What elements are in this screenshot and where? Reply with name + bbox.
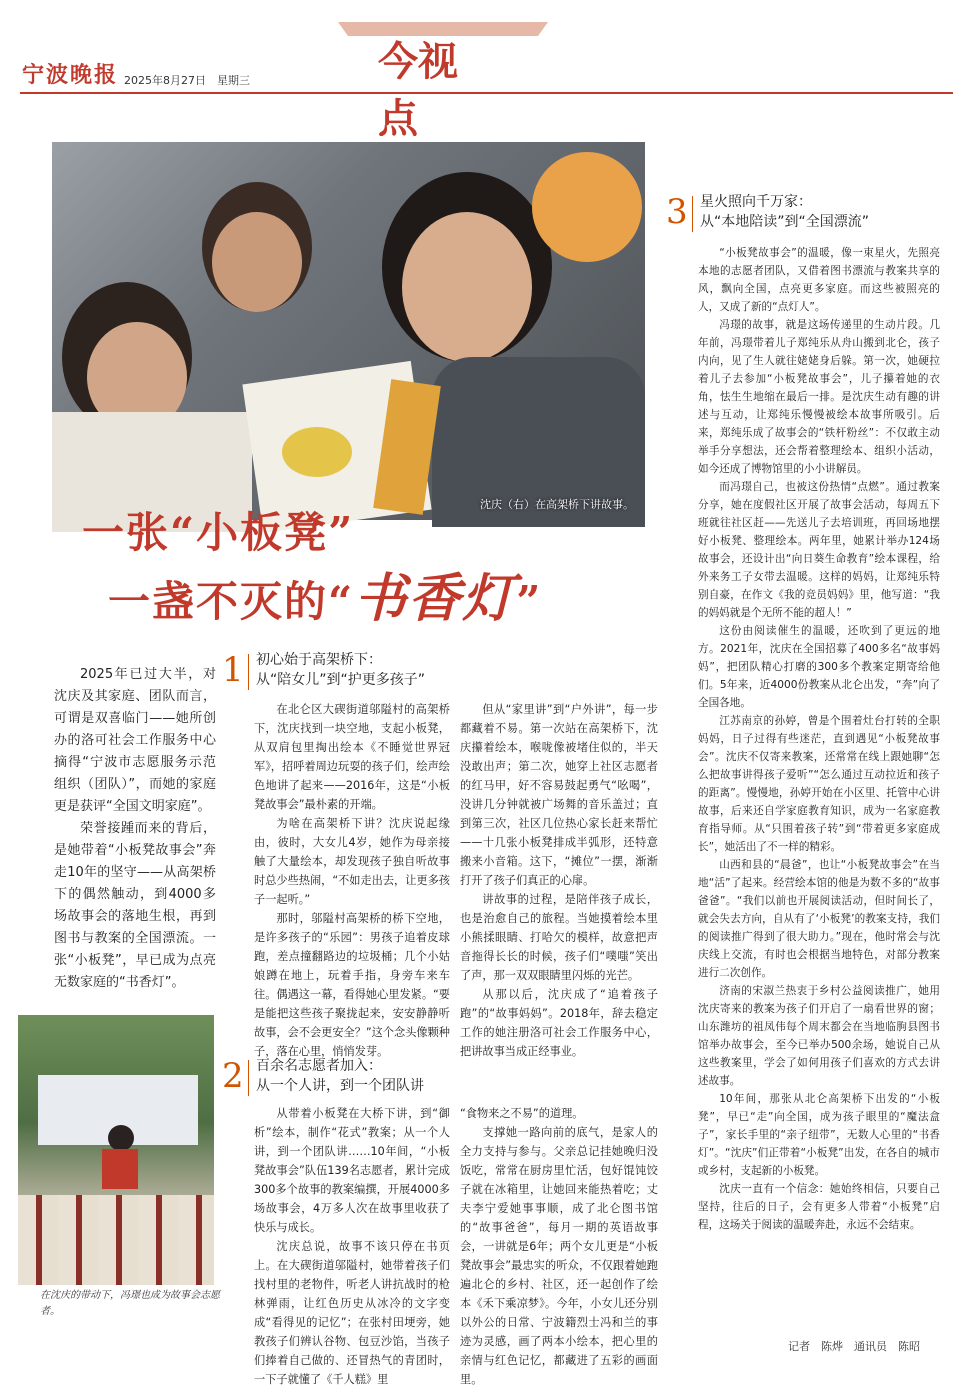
headline-line2-prefix: 一盏不灭的“ bbox=[108, 577, 355, 626]
side-photo-caption: 在沈庆的带动下，冯璟也成为故事会志愿者。 bbox=[40, 1290, 220, 1317]
headline-line2 bbox=[108, 556, 542, 631]
section3-column bbox=[698, 244, 940, 1334]
paragraph: 江苏南京的孙婷，曾是个围着灶台打转的全职妈妈，日子过得有些迷茫，直到遇见“小板凳故事会”。沈庆不仅寄来教案，还常常在线上跟她聊“怎么把故事讲得孩子爱听”“怎么通过互动拉近和孩子的距离”。慢慢地，孙婷开始在小区里、托管中心讲故事，后来还自学家庭教育知识，成为一名家庭教育指导师。从“只围着孩子转”到“带着更多家庭成长”，她活出了不一样的精彩。 bbox=[698, 715, 940, 853]
section2-divider bbox=[248, 1060, 249, 1096]
photo-book-illustration bbox=[282, 427, 352, 477]
paragraph: 沈庆总说，故事不该只停在书页上。在大碶街道邬隘村，她带着孩子们找村里的老物件，听老人讲抗战时的枪林弹雨，让红色历史从冰冷的文字变成“看得见的记忆”；在张村田埂旁，她教孩子们辨认谷物、包豆沙馅，当孩子们捧着自己做的、还冒热气的青团时，一下子就懂了《千人糕》里 bbox=[254, 1240, 450, 1386]
section2-title-line2: 从一个人讲，到一个团队讲 bbox=[256, 1078, 424, 1094]
section2-column-a bbox=[254, 1104, 450, 1386]
paragraph: 支撑她一路向前的底气，是家人的全力支持与参与。父亲总记挂她晚归没饭吃，常常在厨房里忙活，包好馄饨饺子就在冰箱里，让她回来能热着吃；丈夫李宁爱她事事顺，成了北仑图书馆的“故事爸爸”，每月一期的英语故事会，一讲就是6年；两个女儿更是“小板凳故事会”最忠实的听众，不仅跟着她跑遍北仑的乡村、社区，还一起创作了绘本《禾下乘凉梦》。今年，小女儿还分别以外公的日常、宁波籍烈士冯和兰的事迹为灵感，画了两本小绘本，把心里的亲情与红色记忆，都藏进了五彩的画面里。 bbox=[460, 1126, 658, 1386]
photo-boy-face bbox=[212, 212, 302, 312]
issue-date: 2025年8月27日 星期三 bbox=[124, 74, 250, 87]
photo-woman-face bbox=[402, 212, 532, 362]
side-photo bbox=[18, 1015, 214, 1285]
section1-divider bbox=[248, 654, 249, 690]
photo-caption: 沈庆（右）在高架桥下讲故事。 bbox=[480, 498, 634, 511]
section2-title-line1: 百余名志愿者加入： bbox=[256, 1058, 382, 1074]
paragraph: “小板凳故事会”的温暖，像一束星火，先照亮本地的志愿者团队，又借着图书漂流与教案共享的风，飘向全国，点亮更多家庭。而这些被照亮的人，又成了新的“点灯人”。 bbox=[698, 247, 940, 313]
lead-text bbox=[54, 664, 216, 994]
photo-balloon-toy bbox=[532, 152, 642, 262]
section1-column-a bbox=[254, 700, 450, 1061]
paragraph: 而冯璟自己，也被这份热情“点燃”。通过教案分享，她在度假社区开展了故事会活动，每周五下班就往社区赶——先送儿子去培训班，再回场地摆好小板凳、整理绘本。两年里，她累计举办124场故事会，还设计出“向日葵生命教育”绘本课程，给外来务工子女带去温暖。这样的妈妈，让郑纯乐特别自豪，在作文《我的竞员妈妈》里，他写道：“我的妈妈就是个无所不能的超人！” bbox=[698, 481, 940, 619]
lead-paragraph: 荣誉接踵而来的背后，是她带着“小板凳故事会”奔走10年的坚守——从高架桥下的偶然触动，到4000多场故事会的落地生根，再到图书与教案的全国漂流。一张“小板凳”，早已成为点亮无数家庭的“书香灯”。 bbox=[54, 821, 216, 990]
headline-line1: 一张“小板凳” bbox=[82, 508, 355, 557]
paragraph: 在北仑区大碶街道邬隘村的高架桥下，沈庆找到一块空地，支起小板凳，从双肩包里掏出绘本《不睡觉世界冠军》，招呼着周边玩耍的孩子们，绘声绘色地讲了起来——2016年，这是“小板凳故事会”最朴素的开端。 bbox=[254, 703, 450, 811]
paragraph: 但从“家里讲”到“户外讲”，每一步都藏着不易。第一次站在高架桥下，沈庆攥着绘本，喉咙像被堵住似的，半天没敢出声；第二次，她穿上社区志愿者的红马甲，好不容易鼓起勇气“吆喝”，没讲几分钟就被广场舞的音乐盖过；直到第三次，社区几位热心家长赶来帮忙——十几张小板凳排成半弧形，还特意搬来小音箱。这下，“摊位”一摆，渐渐打开了孩子们真正的心扉。 bbox=[460, 703, 658, 887]
section1-number: 1 bbox=[222, 650, 244, 690]
section1-title-line2: 从“陪女儿”到“护更多孩子” bbox=[256, 672, 426, 688]
masthead-logo: 宁波晚报 bbox=[22, 62, 119, 88]
paragraph: 从带着小板凳在大桥下讲，到“御析”绘本，制作“花式”教案；从一个人讲，到一个团队讲……10年间，“小板凳故事会”队伍139名志愿者，累计完成300多个故事的教案编撰，开展4000多场故事会，4万多人次在故事里收获了快乐与成长。 bbox=[254, 1107, 450, 1234]
paragraph: 济南的宋淑兰热衷于乡村公益阅读推广，她用沈庆寄来的教案为孩子们开启了一扇看世界的窗；山东潍坊的祖凤伟每个周末都会在当地临朐县图书馆举办故事会，至今已举办500余场，她说自己从这些教案里，学会了如何用孩子们喜欢的方式去讲述故事。 bbox=[698, 985, 940, 1087]
section2-number: 2 bbox=[222, 1056, 244, 1096]
photo-audience bbox=[18, 1195, 214, 1285]
section3-divider bbox=[692, 196, 693, 232]
paragraph: 那时，邬隘村高架桥的桥下空地，是许多孩子的“乐园”：男孩子追着皮球跑，差点撞翻路边的垃圾桶；几个小姑娘蹲在地上，玩着手指，身旁车来车往。偶遇这一幕，看得她心里发紧。“要是能把这些孩子聚拢起来，安安静静听故事，会不会更安全？”这个念头像颗种子，落在心里，悄悄发芽。 bbox=[254, 912, 450, 1058]
paragraph: 沈庆一直有一个信念：她始终相信，只要自己坚持，往后的日子，会有更多人带着“小板凳”启程，这场关于阅读的温暖奔赴，永远不会结束。 bbox=[698, 1183, 940, 1231]
section-title: 今视点 bbox=[378, 38, 458, 142]
byline: 记者 陈烨 通讯员 陈昭 bbox=[788, 1340, 920, 1353]
paragraph: 冯璟的故事，就是这场传递里的生动片段。几年前，冯璟带着儿子郑纯乐从舟山搬到北仑，孩子内向，见了生人就往姥姥身后躲。第一次，她硬拉着儿子去参加“小板凳故事会”，儿子攥着她的衣角，怯生生地缩在最后一排。是沈庆生动有趣的讲述与互动，让郑纯乐慢慢被绘本故事所吸引。后来，郑纯乐成了故事会的“铁杆粉丝”：不仅敢主动举手分享想法，还会帮着整理绘本、组织小活动，如今还成了博物馆里的小小讲解员。 bbox=[698, 319, 940, 475]
section3-number: 3 bbox=[666, 192, 688, 232]
header-rule bbox=[20, 92, 953, 94]
paragraph: 从那以后，沈庆成了“追着孩子跑”的“故事妈妈”。2018年，辞去稳定工作的她注册洛可社会工作服务中心，把讲故事当成正经事业。 bbox=[460, 988, 658, 1058]
section2-column-b bbox=[460, 1104, 658, 1386]
lead-paragraph: 2025年已过大半，对沈庆及其家庭、团队而言，可谓是双喜临门——她所创办的洛可社会工作服务中心摘得“宁波市志愿服务示范组织（团队）”，而她的家庭更是获评“全国文明家庭”。 bbox=[54, 667, 216, 814]
paragraph: “食物来之不易”的道理。 bbox=[460, 1107, 584, 1120]
section1-title-line1: 初心始于高架桥下： bbox=[256, 652, 382, 668]
section3-title-line1: 星火照向千万家： bbox=[700, 194, 812, 210]
paragraph: 山西和县的“晨爸”，也让“小板凳故事会”在当地“活”了起来。经营绘本馆的他是为数不多的“故事爸爸”。“我们以前也开展阅读活动，但时间长了，就会失去方向，自从有了‘小板凳’的教案支持，我们的阅读推广得到了很大助力。”现在，他时常会与沈庆线上交流，有时也会根据当地特色，对部分教案进行二次创作。 bbox=[698, 859, 940, 979]
section3-title-line2: 从“本地陪读”到“全国漂流” bbox=[700, 214, 870, 230]
paragraph: 10年间，那张从北仑高架桥下出发的“小板凳”，早已“走”向全国，成为孩子眼里的“魔法盒子”，家长手里的“亲子纽带”，无数人心里的“书香灯”。“沈庆”们正带着“小板凳”出发，在各自的城市或乡村，支起新的小板凳。 bbox=[698, 1093, 940, 1177]
photo-storyteller-vest bbox=[102, 1149, 138, 1189]
photo-storyteller bbox=[108, 1125, 134, 1151]
main-photo bbox=[52, 142, 645, 520]
section1-column-b bbox=[460, 700, 658, 1061]
paragraph: 这份由阅读催生的温暖，还吹到了更远的地方。2021年，沈庆在全国招募了400多名“故事妈妈”，把团队精心打磨的300多个教案定期寄给他们。5年来，近4000份教案从北仑出发，“奔”向了全国各地。 bbox=[698, 625, 940, 709]
headline-line2-suffix: ” bbox=[516, 577, 543, 626]
paragraph: 为啥在高架桥下讲？沈庆说起缘由，彼时，大女儿4岁，她作为母亲接触了大量绘本，却发现孩子独自听故事时总少些热闹，“不如走出去，让更多孩子一起听。” bbox=[254, 817, 450, 906]
headline-emphasis: 书香灯 bbox=[354, 568, 517, 629]
paragraph: 讲故事的过程，是陪伴孩子成长，也是治愈自己的旅程。当她摸着绘本里小熊揉眼睛、打哈欠的模样，故意把声音拖得长长的时候，孩子们“噗嗤”笑出了声，那一双双眼睛里闪烁的光芒。 bbox=[460, 893, 658, 982]
